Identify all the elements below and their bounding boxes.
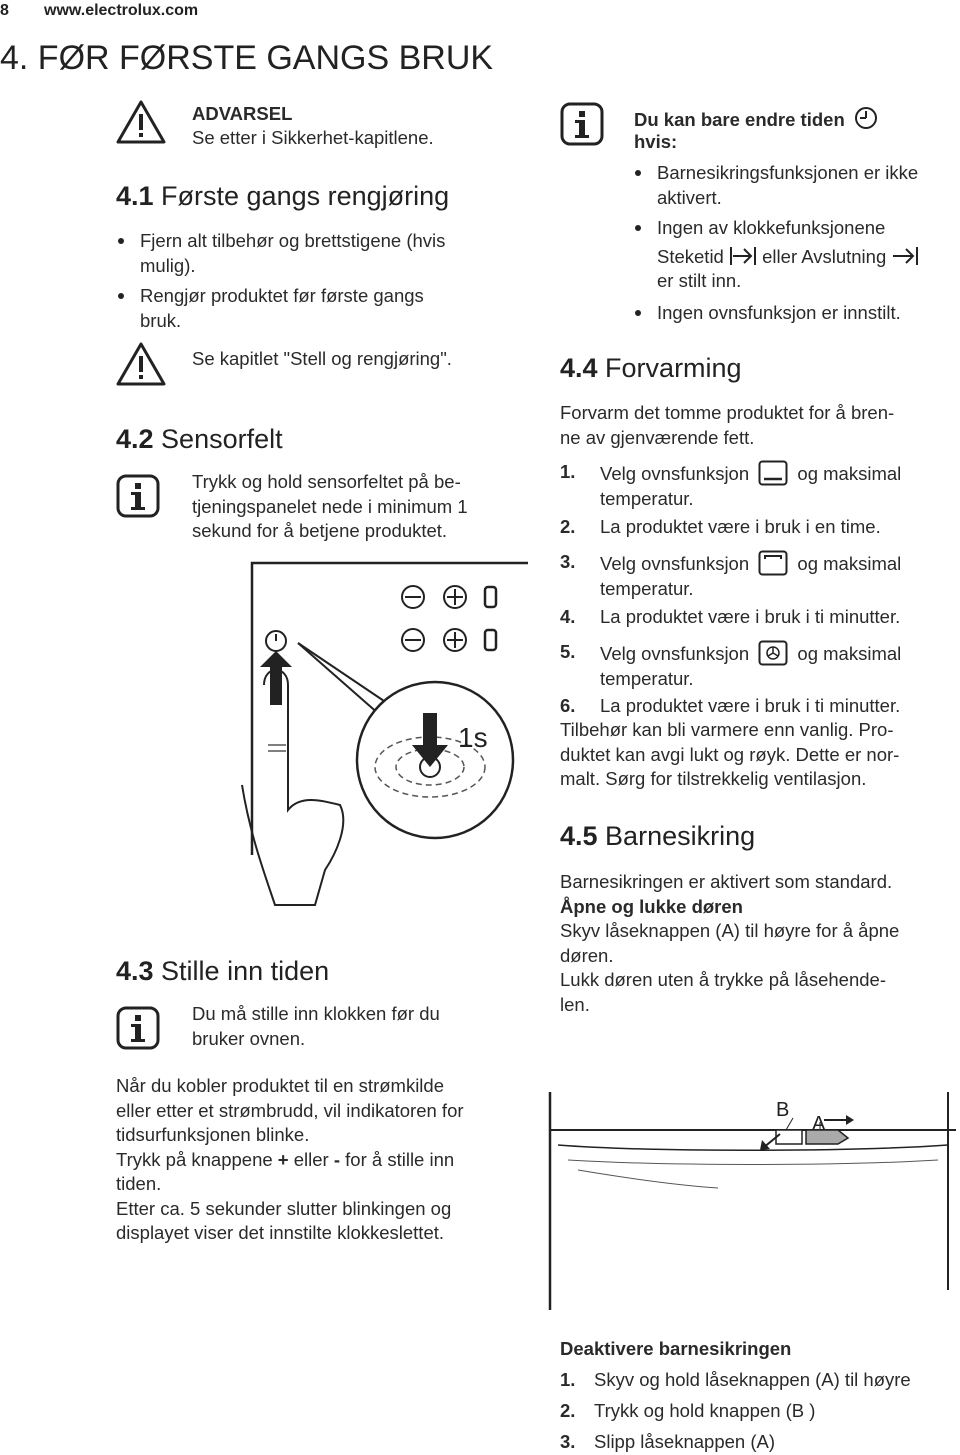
text-line: Velg ovnsfunksjon og maksimal [600, 460, 960, 487]
top-heat-icon [758, 550, 788, 576]
section-4-4-heading: 4.4 Forvarming [560, 353, 742, 383]
text-line: temperatur. [600, 667, 694, 689]
info-icon [560, 102, 604, 146]
bullet-2 [140, 284, 424, 333]
warning-text: Se etter i Sikkerhet-kapitlene. [192, 127, 434, 148]
preheat-outro [560, 718, 899, 792]
text-line: Barnesikringsfunksjonen er ikke [657, 162, 919, 183]
text-line: aktivert. [657, 186, 722, 208]
text-line: døren. [560, 944, 614, 966]
section-4-2-heading: 4.2 Sensorfelt [116, 424, 283, 454]
body-4-3 [116, 1074, 464, 1246]
text-line: sekund for å betjene produktet. [192, 520, 448, 541]
figure-label-a: A [812, 1113, 826, 1135]
text-line: Tilbehør kan bli varmere enn vanlig. Pro- [560, 719, 894, 740]
bullet-text: mulig). [140, 254, 196, 276]
text-line: Velg ovnsfunksjon og maksimal [600, 550, 960, 577]
text-line: Trykk og hold sensorfeltet på be- [192, 471, 461, 492]
minus-icon [402, 629, 424, 651]
text-line: Forvarm det tomme produktet for å bren- [560, 402, 895, 423]
bullet-dot [118, 293, 124, 299]
info-bullet-1 [657, 161, 918, 210]
chapter-title: 4. FØR FØRSTE GANGS BRUK [0, 39, 494, 77]
info-bullet-3 [657, 301, 901, 326]
bullet-dot [635, 225, 641, 231]
text-line: bruker ovnen. [192, 1027, 306, 1049]
info-title: Du kan bare endre tiden [634, 106, 878, 133]
text-line: Trykk og hold knappen (B ) [594, 1400, 816, 1421]
text-line: Steketid eller Avslutning [657, 245, 957, 270]
display-digit [485, 587, 496, 607]
text-line: duktet kan avgi lukt og røyk. Dette er nor- [560, 743, 900, 765]
warning-icon [116, 100, 166, 144]
text-line: Du må stille inn klokken før du [192, 1003, 440, 1024]
text-line: Skyv og hold låseknappen (A) til høyre [594, 1369, 911, 1390]
text-line: temperatur. [600, 577, 694, 599]
info-title-2: hvis: [634, 131, 678, 152]
bullet-text: Fjern alt tilbehør og brettstigene (hvis [140, 230, 446, 251]
step-5: 5. Velg ovnsfunksjon og maksimal temperatur. [600, 640, 960, 691]
step-1: 1. Velg ovnsfunksjon og maksimal temperatur. [600, 460, 960, 511]
preheat-intro [560, 401, 894, 450]
figure-label-1s: 1s [458, 722, 488, 753]
text-line: Velg ovnsfunksjon og maksimal [600, 640, 960, 667]
text-line: Trykk på knappene + eller - for å stille inn [116, 1148, 455, 1170]
deactivate-step-3: 3. Slipp låseknappen (A) [594, 1430, 775, 1455]
deactivate-step-1: 1. Skyv og hold låseknappen (A) til høyre [594, 1368, 911, 1393]
text-line: La produktet være i bruk i ti minutter. [600, 606, 901, 627]
text-line: len. [560, 993, 590, 1015]
bullet-dot [118, 238, 124, 244]
child-lock-text [560, 870, 899, 1017]
subheading: Åpne og lukke døren [560, 895, 743, 917]
minus-icon [402, 586, 424, 608]
bullet-text: Rengjør produktet før første gangs [140, 285, 424, 306]
info-text-4-3 [192, 1002, 440, 1051]
text-line: Skyv låseknappen (A) til høyre for å åpne [560, 920, 900, 941]
warning-title: ADVARSEL [192, 103, 293, 124]
warning-icon [116, 342, 166, 386]
section-4-5-heading: 4.5 Barnesikring [560, 821, 756, 851]
text-line: tidsurfunksjonen blinke. [116, 1124, 310, 1145]
end-time-icon [891, 246, 919, 266]
text-line: Slipp låseknappen (A) [594, 1431, 775, 1452]
section-4-1-heading: 4.1 Første gangs rengjøring [116, 181, 450, 211]
text-line: Etter ca. 5 sekunder slutter blinkingen og [116, 1197, 452, 1219]
bottom-heat-icon [758, 460, 788, 486]
header-site: www.electrolux.com [44, 2, 199, 19]
warning-text-2: Se kapitlet "Stell og rengjøring". [192, 348, 452, 369]
duration-icon [729, 246, 757, 266]
sensor-figure [230, 555, 530, 920]
text-line: eller etter et strømbrudd, vil indikatoren for [116, 1099, 464, 1121]
step-4: 4. La produktet være i bruk i ti minutter. [600, 605, 900, 630]
plus-icon [444, 586, 466, 608]
step-6: 6. La produktet være i bruk i ti minutter. [600, 694, 900, 719]
text-line: displayet viser det innstilte klokkeslettet. [116, 1222, 445, 1243]
text-line: ne av gjenværende fett. [560, 426, 755, 448]
bullet-dot [635, 170, 641, 176]
info-text-4-2 [192, 470, 468, 544]
section-4-3-heading: 4.3 Stille inn tiden [116, 956, 330, 986]
deactivate-title: Deaktivere barnesikringen [560, 1338, 792, 1359]
text-line: Barnesikringen er aktivert som standard. [560, 871, 893, 892]
text-line: Ingen av klokkefunksjonene [657, 217, 886, 238]
text-line: malt. Sørg for tilstrekkelig ventilasjon. [560, 768, 867, 789]
text-line: Lukk døren uten å trykke på låsehende- [560, 969, 886, 990]
step-2: 2. La produktet være i bruk i en time. [600, 515, 881, 540]
text-line: Når du kobler produktet til en strømkilde [116, 1075, 444, 1096]
text-line: tjeningspanelet nede i minimum 1 [192, 495, 468, 517]
step-3: 3. Velg ovnsfunksjon og maksimal temperatur. [600, 550, 960, 601]
deactivate-step-2: 2. Trykk og hold knappen (B ) [594, 1399, 815, 1424]
lock-button-b [776, 1130, 802, 1144]
bullet-text: bruk. [140, 309, 182, 331]
page-number: 8 [0, 2, 9, 19]
bullet-1 [140, 229, 445, 278]
text-line: temperatur. [600, 487, 694, 509]
display-digit [485, 630, 496, 650]
info-icon [116, 474, 160, 518]
fan-icon [758, 640, 788, 666]
text-line: La produktet være i bruk i en time. [600, 516, 881, 537]
text-line: er stilt inn. [657, 270, 742, 291]
info-icon [116, 1006, 160, 1050]
finger [242, 670, 343, 905]
text-line: La produktet være i bruk i ti minutter. [600, 695, 901, 716]
door-lock-figure [548, 1090, 958, 1312]
plus-icon [444, 629, 466, 651]
info-bullet-2 [657, 216, 957, 294]
clock-icon [854, 106, 878, 130]
figure-label-b: B [776, 1099, 790, 1121]
bullet-dot [635, 310, 641, 316]
text-line: Ingen ovnsfunksjon er innstilt. [657, 302, 901, 323]
text-line: tiden. [116, 1173, 162, 1194]
